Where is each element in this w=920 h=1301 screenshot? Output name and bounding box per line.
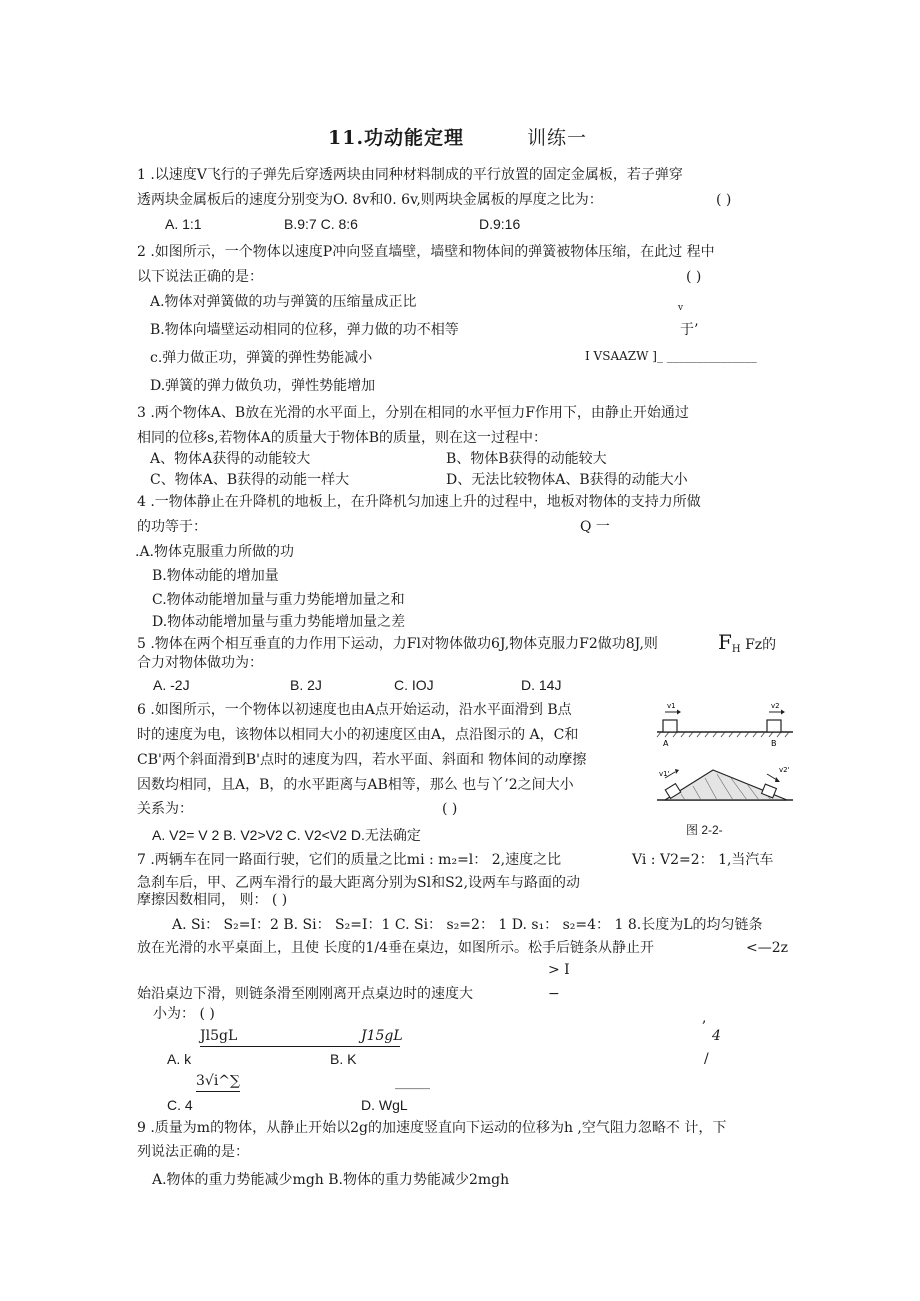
q3-option-c: C、物体A、B获得的动能一样大: [150, 472, 350, 488]
q4-option-a: .A.物体克服重力所做的功: [135, 544, 295, 560]
q6-fig-block-a: [663, 720, 677, 732]
q6-line1: 6 .如图所示，一个物体以初速度也由A点开始运动，沿水平面滑到 B点: [137, 702, 572, 718]
q7-line1: 7 .两辆车在同一路面行驶，它们的质量之比mi : m₂=l： 2,速度之比: [137, 852, 562, 868]
q8-line1: 放在光滑的水平桌面上，且使 长度的1/4垂在桌边，如图所示。松手后链条从静止开: [137, 940, 654, 956]
q1-line2: 透两块金属板后的速度分别变为O. 8v和0. 6v,则两块金属板的厚度之比为：: [137, 192, 603, 208]
q1-line1: 1 .以速度V飞行的子弹先后穿透两块由同种材料制成的平行放置的固定金属板，若子弹穿: [137, 167, 683, 183]
q4-line2: 的功等于：: [137, 519, 207, 535]
q5-line1: 5 .物体在两个相互垂直的力作用下运动，力Fl对物体做功6J,物体克服力F2做功8J,则: [137, 636, 658, 652]
q7-line2: 急刹车后，甲、乙两车滑行的最大距离分别为Sl和S2,设两车与路面的动: [137, 875, 581, 891]
q8-line3: 小为： ( ): [153, 1006, 215, 1022]
q8-slash: /: [704, 1051, 709, 1067]
q9-line2: 列说法正确的是：: [137, 1144, 249, 1160]
q5-force-tail: Fz的: [740, 637, 777, 653]
q9-line1: 9 .质量为m的物体，从静止开始以2g的加速度竖直向下运动的位移为h ,空气阻力忽略不 计，下: [137, 1120, 727, 1136]
q8-four: 4: [712, 1028, 721, 1044]
q2-option-a: A.物体对弹簧做的功与弹簧的压缩量成正比: [150, 294, 417, 310]
q8-comma: ,: [702, 1010, 707, 1026]
q6-fig-arrowhead-v1p: [675, 769, 679, 774]
q3-line2: 相同的位移s,若物体A的质量大于物体B的质量，则在这一过程中：: [137, 430, 548, 446]
q6-line3: CB'两个斜面滑到B'点时的速度为四，若水平面、斜面和 物体间的动摩擦: [137, 752, 587, 768]
q1-option-d: D.9:16: [479, 216, 521, 232]
q2-option-c: c.弹力做正功，弹簧的弹性势能减小: [150, 350, 373, 366]
q8-line2: 始沿桌边下滑，则链条滑至刚刚离开点桌边时的速度大: [137, 986, 473, 1002]
q8-expression-b: J15gL: [361, 1028, 403, 1044]
q5-option-b: B. 2J: [290, 677, 322, 693]
q6-figure: [655, 700, 795, 808]
q1-answer-paren: ( ): [716, 192, 732, 208]
q1-option-bc: B.9:7 C. 8:6: [284, 216, 358, 232]
q2-fig-spring: I VSAAZW ]_ _______________: [585, 349, 757, 363]
q4-option-b: B.物体动能的增加量: [152, 568, 279, 584]
q4-option-d: D.物体动能增加量与重力势能增加量之差: [152, 614, 406, 630]
q7-options: A. Si： S₂=I：2 B. Si： S₂=I：1 C. Si： s₂=2： 1 D. s₁： s₂=4： 1 8.长度为L的均匀链条: [172, 917, 763, 933]
q8-option-c: C. 4: [167, 1097, 193, 1113]
q7-line3: 摩擦因数相同， 则： ( ): [137, 892, 288, 908]
q5-force-expression: [718, 629, 776, 663]
q3-option-a: A、物体A获得的动能较大: [150, 451, 311, 467]
q6-fig-label-b: B: [771, 739, 777, 748]
q8-option-d: D. WgL: [361, 1097, 408, 1113]
q2-fig-mark: 于’: [680, 322, 699, 338]
q6-fig-v1-label: v1: [667, 702, 676, 710]
q6-fig-arrow-v2p: [767, 774, 777, 780]
q5-force-f: F: [718, 630, 732, 654]
page-subtitle: 训练一: [527, 127, 588, 149]
q3-line1: 3 .两个物体A、B放在光滑的水平面上，分别在相同的水平恒力F作用下，由静止开始通过: [137, 405, 689, 421]
q6-fig-v1p-label: v1': [659, 770, 670, 778]
q8-expression-a: Jl5gL: [200, 1028, 238, 1044]
q6-fig-v2-label: v2: [771, 702, 780, 710]
q6-line2: 时的速度为电，该物体以相同大小的初速度区由A，点沿图示的 A，C和: [137, 727, 579, 743]
q9-options-ab: A.物体的重力势能减少mgh B.物体的重力势能减少2mgh: [152, 1172, 510, 1188]
q5-force-sub: H: [731, 644, 741, 655]
q2-line1: 2 .如图所示，一个物体以速度P冲向竖直墙壁，墙壁和物体间的弹簧被物体压缩，在此过 程中: [137, 244, 715, 260]
q6-options: A. V2= V 2 B. V2>V2 C. V2<V2 D.无法确定: [152, 827, 421, 843]
q8-side-mark-2: > I: [548, 962, 570, 978]
q5-option-d: D. 14J: [521, 677, 562, 693]
q4-option-c: C.物体动能增加量与重力势能增加量之和: [152, 592, 405, 608]
q2-fig-v-label: v: [678, 303, 684, 313]
q8-side-mark-1: <—2z: [746, 940, 789, 956]
q6-fig-v2p-label: v2': [779, 766, 790, 774]
q2-option-b: B.物体向墙壁运动相同的位移，弹力做的功不相等: [150, 322, 459, 338]
q8-option-b: B. K: [330, 1051, 357, 1067]
q6-fig-arrowhead-v2: [781, 710, 785, 715]
q8-expression-c: 3√i^∑: [196, 1071, 240, 1092]
q6-line5: 关系为：: [137, 801, 193, 817]
q6-fig-arrowhead-v1: [677, 710, 681, 715]
q6-fig-arrowhead-v2p: [775, 777, 780, 782]
q5-option-c: C. IOJ: [394, 677, 434, 693]
q8-option-a: A. k: [167, 1051, 192, 1067]
q8-side-mark-3: −: [548, 986, 560, 1002]
q6-answer-paren: ( ): [442, 801, 458, 817]
q2-answer-paren: ( ): [686, 269, 702, 285]
q2-option-d: D.弹簧的弹力做负功，弹性势能增加: [150, 378, 376, 394]
q4-line1: 4 .一物体静止在升降机的地板上，在升降机匀加速上升的过程中，地板对物体的支持力所做: [137, 494, 701, 510]
q6-fig-label-a: A: [663, 739, 669, 748]
q7-ratio: Vi : V2=2： 1,当汽车: [632, 852, 774, 868]
q3-option-d: D、无法比较物体A、B获得的动能大小: [446, 472, 688, 488]
q6-line4: 因数均相同，且A，B，的水平距离与AB相等，那么 也与丫’2之间大小: [137, 777, 574, 793]
q8-blank: _____: [395, 1074, 430, 1090]
q4-mark: Q 一: [580, 519, 610, 535]
q5-option-a: A. -2J: [153, 677, 190, 693]
page-title: 11.功动能定理: [328, 127, 465, 149]
q2-line2: 以下说法正确的是：: [137, 269, 263, 285]
q3-option-b: B、物体B获得的动能较大: [446, 451, 607, 467]
q6-figure-caption: 图 2-2-: [686, 823, 723, 837]
q5-line2: 合力对物体做功为：: [137, 655, 263, 671]
q1-option-a: A. 1:1: [165, 216, 202, 232]
q6-fig-block-b: [767, 720, 781, 732]
